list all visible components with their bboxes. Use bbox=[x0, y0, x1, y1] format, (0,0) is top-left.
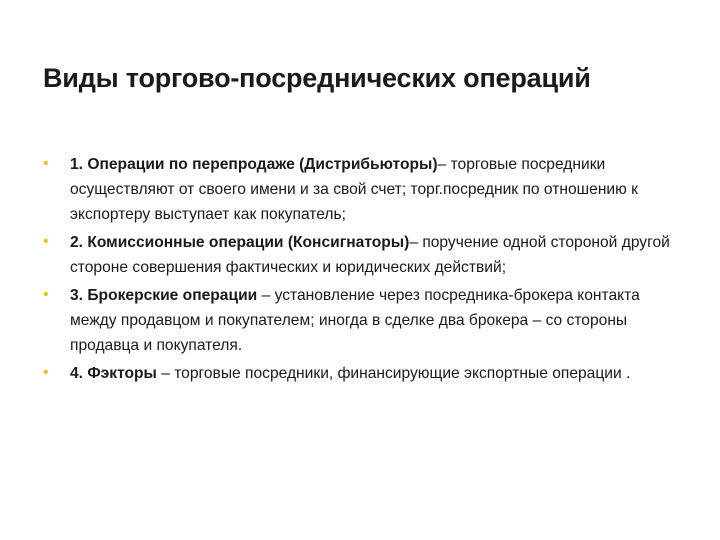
bullet-body: – установление через посредника-брокера контакта между продавцом и покупателем; иногда в сделке два брокера – со стороны продавца и покупателя. bbox=[70, 287, 640, 354]
bullet-heading: 1. Операции по перепродаже (Дистрибьюторы) bbox=[70, 156, 438, 173]
bullet-body: – торговые посредники, финансирующие экспортные операции . bbox=[156, 365, 631, 382]
bullet-item-commission bbox=[41, 230, 686, 280]
bullet-dot-icon: • bbox=[43, 155, 49, 172]
bullet-item-brokerage bbox=[41, 283, 686, 358]
bullet-heading: 3. Брокерские операции bbox=[70, 287, 258, 304]
bullet-body: – торговые посредники осуществляют от своего имени и за свой счет; торг.посредник по отношению к экспортеру выступает как покупатель; bbox=[70, 156, 638, 223]
bullet-heading: 4. Фэкторы bbox=[70, 365, 157, 382]
bullet-item-factors bbox=[41, 361, 686, 386]
bullet-dot-icon: • bbox=[43, 286, 49, 303]
bullet-item-resale bbox=[41, 152, 686, 227]
bullet-dot-icon: • bbox=[43, 364, 49, 381]
slide-title: Виды торгово-посреднических операций bbox=[43, 63, 591, 93]
bullet-body: – поручение одной стороной другой стороне совершения фактических и юридических действий; bbox=[70, 234, 670, 276]
bullet-dot-icon: • bbox=[43, 233, 49, 250]
bullet-list bbox=[41, 152, 686, 387]
bullet-heading: 2. Комиссионные операции (Консигнаторы) bbox=[70, 234, 410, 251]
